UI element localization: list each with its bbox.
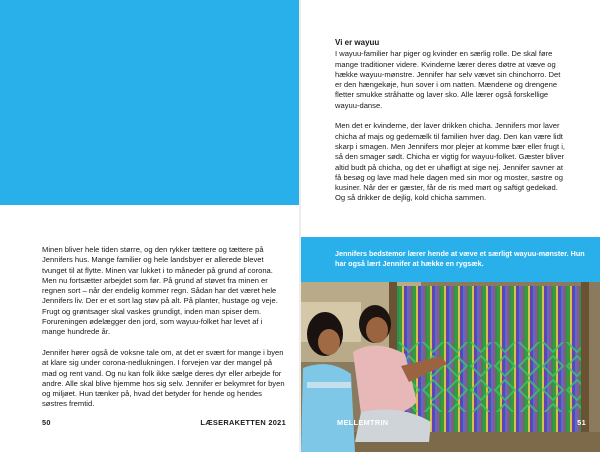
right-body-text: [335, 38, 567, 214]
right-paragraph-1: I wayuu-familier har piger og kvinder en særlig rolle. De skal føre mange traditioner videre. Kvinderne lærer deres døtre at væve og hække wayuu-mønstre. Jennifer har selv vævet sin chinchorro. Det er den hængekøje, hun sover i om natten. Mændene og drengene fletter smukke stråhatte og laver sko. Alle lærer også forskellige wayuu-danse.: [335, 49, 561, 110]
section-label: MELLEMTRIN: [337, 418, 389, 427]
right-paragraph-2: Men det er kvinderne, der laver drikken chicha. Jennifers mor laver chicha af majs og gedemælk til familien hver dag. Den kan være lidt skarp i smagen. Men Jennifers mor plejer at komme bær eller frugt i, så den smager sødt. Chicha er vigtig for wayuu-folket. Gæster bliver altid budt på chicha, og det er uhøfligt at sige nej. Jennifer savner at få besøg og lave mad hele dagen med sin mor og moster, søstre og kusiner. Når der er gæster, får de ris med mørt og saftigt gedekød. Og så drikker de dejlig, kold chicha sammen.: [335, 121, 566, 203]
left-body-text: [42, 245, 286, 420]
blue-color-block: [0, 0, 300, 205]
page-number-left: 50: [42, 418, 51, 427]
photo-caption: Jennifers bedstemor lærer hende at væve et særligt wayuu-mønster. Hun har også lært Jennifer at hække en rygsæk.: [335, 249, 585, 268]
page-number-right: 51: [577, 418, 586, 427]
left-paragraph-2: Jennifer hører også de voksne tale om, at det er svært for mange i byen at klare sig under corona-nedlukningen. I forvejen var der mangel på mad og rent vand. Og nu kan folk ikke sælge deres dyr eller arbejde for andre. Alle skal blive hjemme hos sig selv. Jennifer er bekymret for byen og miljøet. Hun tænker på, hvad det betyder for hende og hendes søstres fremtid.: [42, 347, 285, 409]
section-heading: Vi er wayuu: [335, 38, 380, 47]
book-title: LÆSERAKETTEN 2021: [200, 418, 286, 427]
left-paragraph-1: Minen bliver hele tiden større, og den rykker tættere og tættere på Jennifers hus. Mange familier og hele landsbyer er allerede blevet tvunget til at flytte. Minen var lukket i to måneder på grund af corona. Men nu fortsætter arbejdet som før. På grund af støvet fra minen er regnen sort – når der endelig kommer regn. Sådan har det været hele Jennifers liv. Der er et sort lag støv på alt. På planter, hustage og veje. Frugt og grøntsager skal vaskes grundigt, inden man spiser dem. Forureningen ødelægger den jord, som wayuu-folket har levet af i mange hundrede år.: [42, 245, 278, 337]
photo-caption-box: [301, 237, 600, 282]
right-page: [301, 0, 600, 452]
